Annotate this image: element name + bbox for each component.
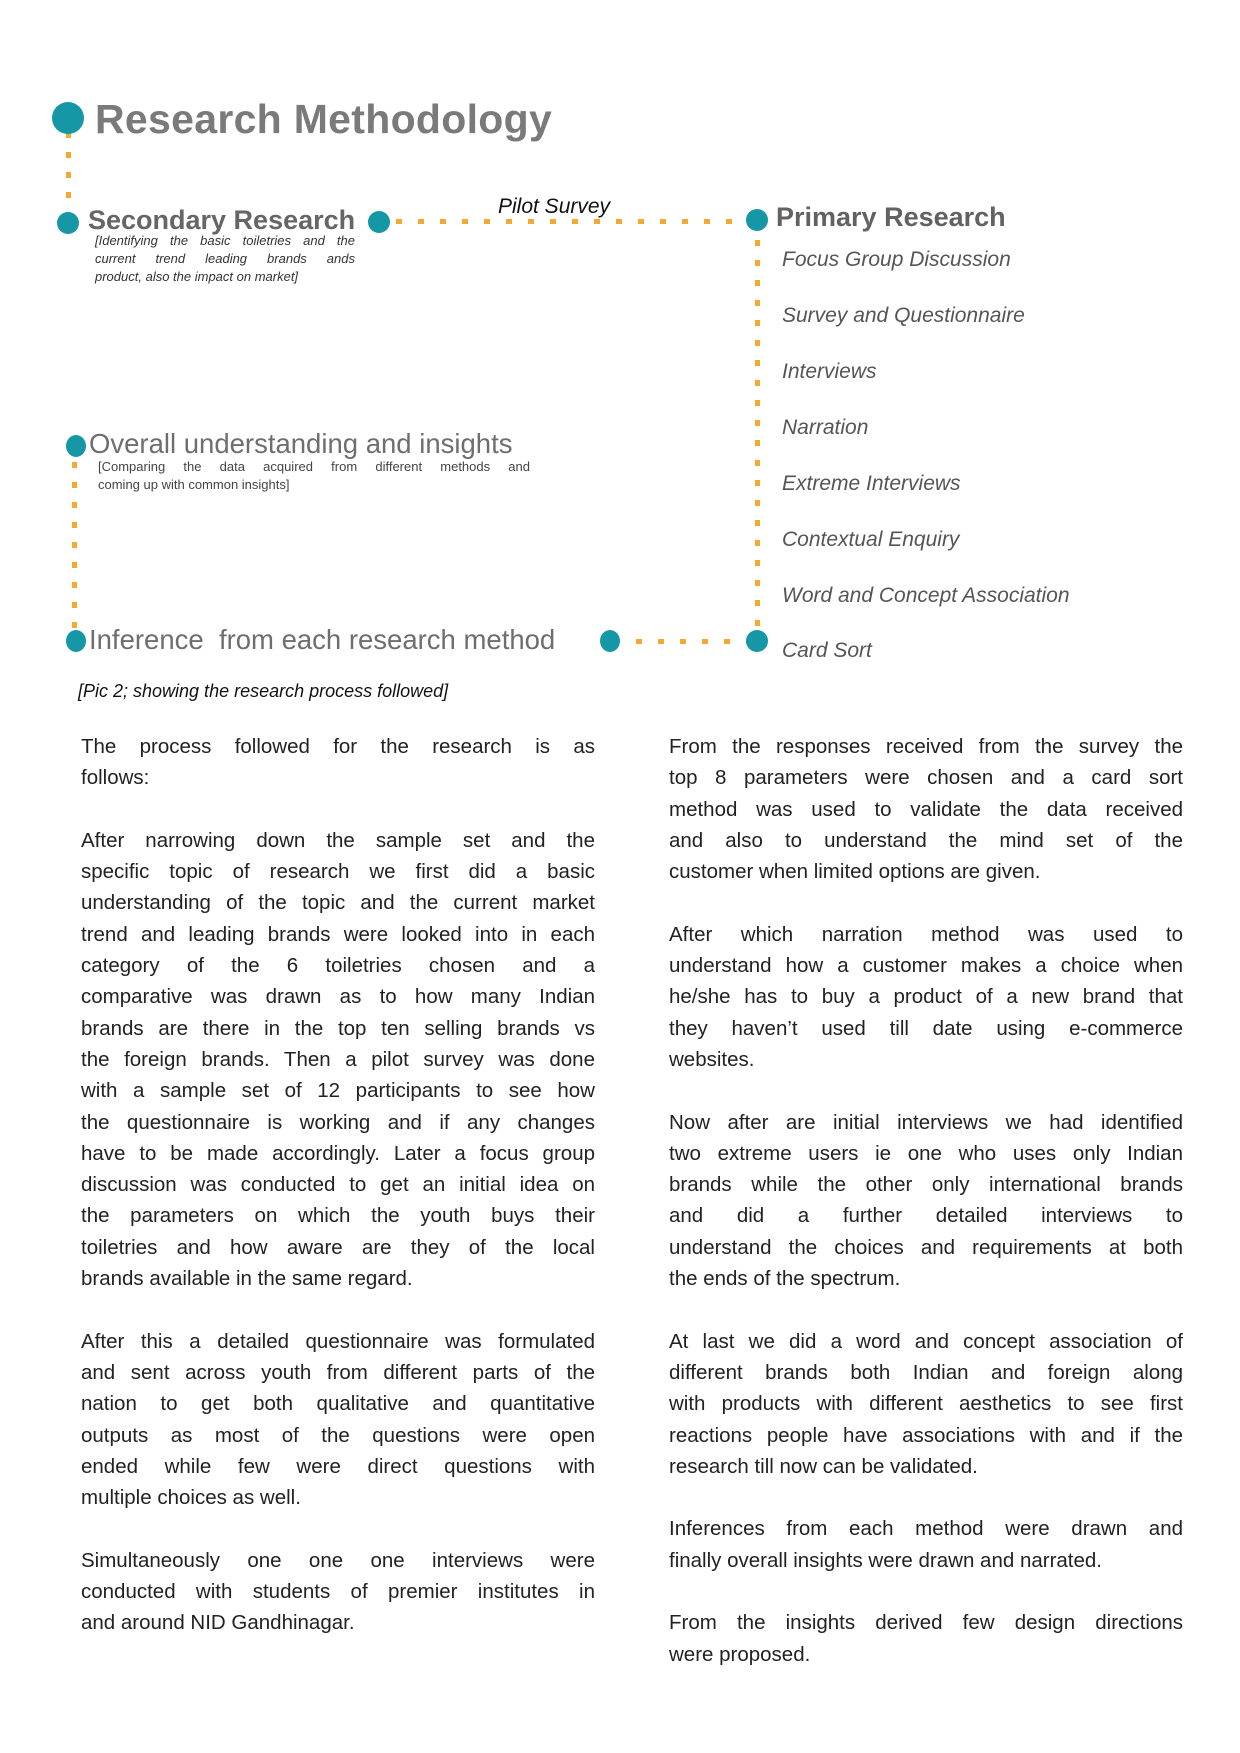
text-line: top 8 parameters were chosen and a card sort [669,766,1183,790]
connector-primary-methods [755,240,760,632]
caption-line: product, also the impact on market] [95,269,299,284]
text-line: the questionnaire is working and if any changes [81,1110,595,1134]
text-line: nation to get both qualitative and quantitative [81,1392,595,1416]
text-line: brands available in the same regard. [81,1267,413,1291]
text-line: with products with different aesthetics to see first [669,1392,1183,1416]
connector-title-to-secondary [66,132,71,214]
text-line: ended while few were direct questions with [81,1454,595,1478]
text-line: comparative was drawn as to how many Indian [81,985,595,1009]
secondary-research-caption [95,232,355,286]
text-line: the ends of the spectrum. [669,1267,901,1291]
paragraph [669,1513,1183,1576]
text-line: he/she has to buy a product of a new brand that [669,985,1183,1009]
connector-cardsort-to-inference [636,639,748,644]
paragraph [669,731,1183,887]
text-line: understanding of the topic and the current market [81,891,595,915]
text-line: the parameters on which the youth buys their [81,1204,595,1228]
text-line: and around NID Gandhinagar. [81,1611,355,1635]
method-focus-group: Focus Group Discussion [782,248,1011,271]
text-line: websites. [669,1047,755,1071]
inference-heading: Inference from each research method [89,624,556,655]
text-line: brands while the other only international brands [669,1173,1183,1197]
text-line: outputs as most of the questions were open [81,1423,595,1447]
caption-line: [Comparing the data acquired from different methods and [98,459,530,474]
text-line: From the responses received from the survey the [669,735,1183,758]
paragraph [81,825,595,1294]
paragraph [81,731,595,794]
node-primary [746,209,768,231]
paragraph [81,1326,595,1514]
method-interviews: Interviews [782,360,877,383]
text-line: understand how a customer makes a choice when [669,954,1183,978]
text-line: with a sample set of 12 participants to see how [81,1079,595,1103]
text-line: were proposed. [669,1642,811,1666]
node-secondary [57,212,79,234]
text-line: and did a further detailed interviews to [669,1204,1183,1228]
secondary-research-heading: Secondary Research [88,205,356,235]
text-line: trend and leading brands were looked into in each [81,922,595,946]
text-line: After which narration method was used to [669,922,1183,946]
text-line: they haven’t used till date using e-commerce [669,1016,1183,1040]
text-line: conducted with students of premier institutes in [81,1580,595,1604]
text-line: different brands both Indian and foreign along [669,1360,1183,1384]
text-line: Simultaneously one one one interviews were [81,1548,595,1572]
text-line: The process followed for the research is as [81,735,595,758]
node-card-sort [746,630,768,652]
text-line: toiletries and how aware are they of the local [81,1235,595,1259]
text-line: discussion was conducted to get an initial idea on [81,1173,595,1197]
text-line: multiple choices as well. [81,1486,301,1510]
figure-caption: [Pic 2; showing the research process followed] [78,681,449,701]
paragraph [669,1107,1183,1295]
text-line: have to be made accordingly. Later a focus group [81,1141,595,1165]
primary-research-heading: Primary Research [776,202,1006,232]
text-line: After narrowing down the sample set and the [81,828,595,852]
node-inference [66,630,86,652]
text-line: reactions people have associations with and if the [669,1423,1183,1447]
method-card-sort: Card Sort [782,639,872,662]
pilot-survey-label: Pilot Survey [498,195,611,218]
text-line: and also to understand the mind set of the [669,828,1183,852]
body-column-right [669,731,1183,1701]
connector-inference-to-overall [72,462,77,630]
node-overall [66,435,86,457]
text-line: understand the choices and requirements at both [669,1235,1183,1259]
caption-line: current trend leading brands ands [95,251,355,266]
page-title: Research Methodology [95,96,553,142]
paragraph [669,1326,1183,1482]
overall-insights-caption [98,458,530,494]
overall-insights-heading: Overall understanding and insights [89,428,513,459]
text-line: method was used to validate the data received [669,797,1183,821]
node-secondary-out [368,211,390,233]
method-narration: Narration [782,416,869,439]
node-title [52,102,84,134]
text-line: customer when limited options are given. [669,860,1041,884]
text-line: Now after are initial interviews we had identified [669,1110,1183,1134]
paragraph [81,1545,595,1639]
body-column-left [81,731,595,1670]
connector-secondary-to-primary [396,219,748,224]
text-line: From the insights derived few design directions [669,1611,1183,1635]
text-line: category of the 6 toiletries chosen and a [81,954,595,978]
text-line: research till now can be validated. [669,1454,978,1478]
node-inference-in [600,630,620,652]
text-line: Inferences from each method were drawn and [669,1517,1183,1541]
method-word-concept: Word and Concept Association [782,584,1070,607]
caption-line: coming up with common insights] [98,477,290,492]
method-survey: Survey and Questionnaire [782,304,1025,327]
text-line: specific topic of research we first did a basic [81,860,595,884]
method-contextual-enquiry: Contextual Enquiry [782,528,960,551]
text-line: the foreign brands. Then a pilot survey was done [81,1047,595,1071]
text-line: finally overall insights were drawn and narrated. [669,1548,1103,1572]
method-extreme-interviews: Extreme Interviews [782,472,961,495]
text-line: two extreme users ie one who uses only Indian [669,1141,1183,1165]
paragraph [669,1607,1183,1670]
text-line: follows: [81,766,150,790]
text-line: At last we did a word and concept association of [669,1329,1183,1353]
text-line: After this a detailed questionnaire was formulated [81,1329,595,1353]
caption-line: [Identifying the basic toiletries and the [95,233,355,248]
paragraph [669,919,1183,1075]
text-line: brands are there in the top ten selling brands vs [81,1016,595,1040]
text-line: and sent across youth from different parts of the [81,1360,595,1384]
